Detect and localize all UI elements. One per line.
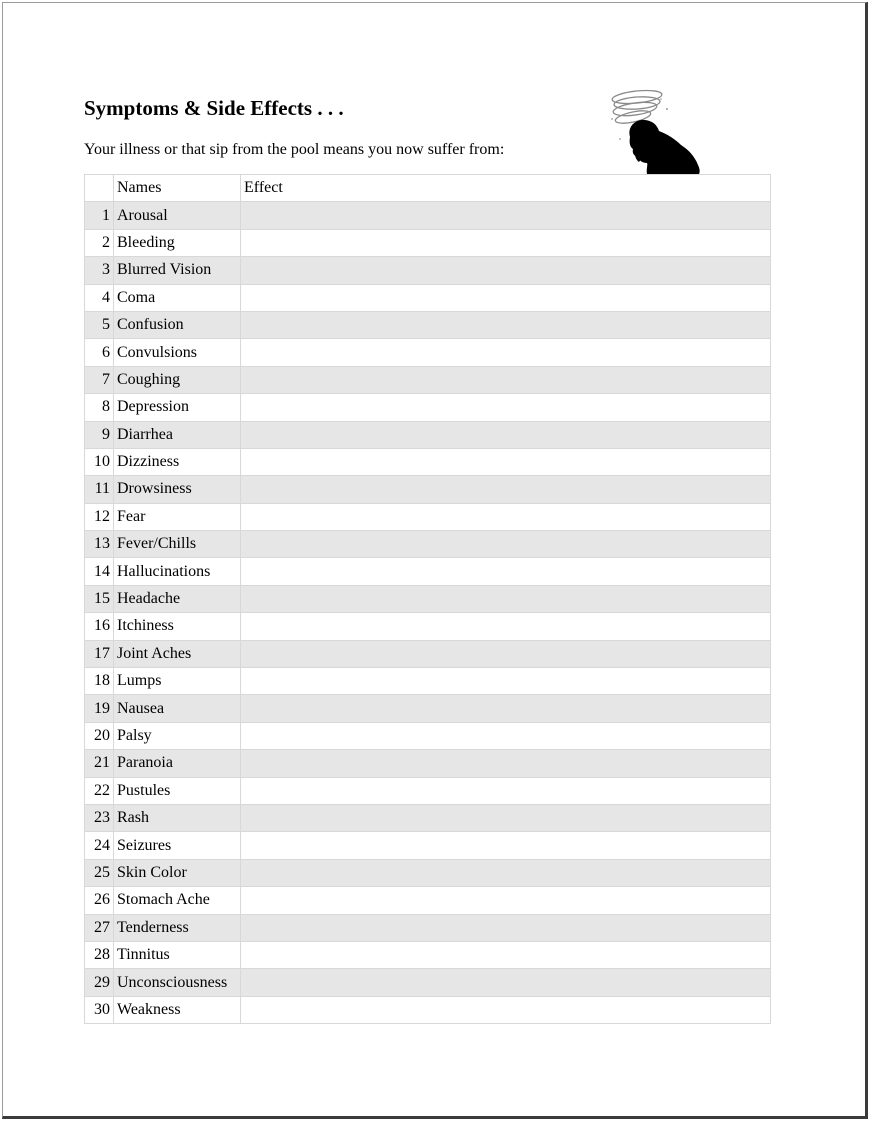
row-effect-cell <box>241 503 771 530</box>
row-num-cell: 29 <box>85 969 114 996</box>
row-name-cell: Arousal <box>114 202 241 229</box>
table-row <box>85 969 771 996</box>
row-effect-cell <box>241 366 771 393</box>
table-row <box>85 339 771 366</box>
row-num-cell: 5 <box>85 311 114 338</box>
row-effect-cell <box>241 668 771 695</box>
table-row <box>85 311 771 338</box>
row-name-cell: Tinnitus <box>114 941 241 968</box>
row-effect-cell <box>241 476 771 503</box>
row-num-cell: 7 <box>85 366 114 393</box>
row-name-cell: Pustules <box>114 777 241 804</box>
table-row <box>85 394 771 421</box>
table-row <box>85 695 771 722</box>
row-effect-cell <box>241 257 771 284</box>
row-effect-cell <box>241 695 771 722</box>
table-row <box>85 257 771 284</box>
page-title: Symptoms & Side Effects . . . <box>84 96 344 120</box>
row-effect-cell <box>241 969 771 996</box>
row-effect-cell <box>241 777 771 804</box>
row-name-cell: Itchiness <box>114 613 241 640</box>
figure-silhouette <box>629 120 699 174</box>
row-num-cell: 4 <box>85 284 114 311</box>
row-effect-cell <box>241 996 771 1023</box>
row-effect-cell <box>241 804 771 831</box>
row-num-cell: 12 <box>85 503 114 530</box>
row-num-cell: 21 <box>85 750 114 777</box>
row-name-cell: Depression <box>114 394 241 421</box>
row-effect-cell <box>241 914 771 941</box>
hunched-figure-illustration <box>603 87 703 175</box>
row-num-cell: 27 <box>85 914 114 941</box>
row-name-cell: Diarrhea <box>114 421 241 448</box>
row-name-cell: Skin Color <box>114 859 241 886</box>
row-name-cell: Tenderness <box>114 914 241 941</box>
row-num-cell: 23 <box>85 804 114 831</box>
table-row <box>85 558 771 585</box>
row-num-cell: 2 <box>85 229 114 256</box>
row-effect-cell <box>241 558 771 585</box>
table-row <box>85 777 771 804</box>
row-name-cell: Dizziness <box>114 448 241 475</box>
row-effect-cell <box>241 448 771 475</box>
row-effect-cell <box>241 284 771 311</box>
table-row <box>85 859 771 886</box>
table-row <box>85 832 771 859</box>
row-num-cell: 15 <box>85 585 114 612</box>
table-row <box>85 421 771 448</box>
row-effect-cell <box>241 941 771 968</box>
row-name-cell: Unconsciousness <box>114 969 241 996</box>
table-row <box>85 887 771 914</box>
row-num-cell: 17 <box>85 640 114 667</box>
table-row <box>85 284 771 311</box>
row-name-cell: Seizures <box>114 832 241 859</box>
row-effect-cell <box>241 394 771 421</box>
row-name-cell: Confusion <box>114 311 241 338</box>
row-effect-cell <box>241 832 771 859</box>
row-num-cell: 26 <box>85 887 114 914</box>
header-effect-cell: Effect <box>241 175 771 202</box>
row-effect-cell <box>241 421 771 448</box>
row-effect-cell <box>241 585 771 612</box>
row-num-cell: 18 <box>85 668 114 695</box>
table-row <box>85 914 771 941</box>
row-num-cell: 13 <box>85 531 114 558</box>
row-num-cell: 16 <box>85 613 114 640</box>
table-row <box>85 941 771 968</box>
row-name-cell: Hallucinations <box>114 558 241 585</box>
document-page <box>2 2 868 1119</box>
table-row <box>85 366 771 393</box>
row-name-cell: Stomach Ache <box>114 887 241 914</box>
table-row <box>85 804 771 831</box>
table-row <box>85 668 771 695</box>
table-row <box>85 476 771 503</box>
row-num-cell: 10 <box>85 448 114 475</box>
row-num-cell: 24 <box>85 832 114 859</box>
row-effect-cell <box>241 613 771 640</box>
symptoms-table <box>84 174 771 1024</box>
table-row <box>85 503 771 530</box>
header-names-cell: Names <box>114 175 241 202</box>
row-effect-cell <box>241 859 771 886</box>
row-num-cell: 6 <box>85 339 114 366</box>
table-row <box>85 202 771 229</box>
row-num-cell: 20 <box>85 722 114 749</box>
row-name-cell: Lumps <box>114 668 241 695</box>
row-num-cell: 8 <box>85 394 114 421</box>
row-effect-cell <box>241 722 771 749</box>
row-effect-cell <box>241 531 771 558</box>
page-subtitle: Your illness or that sip from the pool means you now suffer from: <box>84 141 505 158</box>
row-name-cell: Coma <box>114 284 241 311</box>
table-row <box>85 585 771 612</box>
row-name-cell: Paranoia <box>114 750 241 777</box>
row-name-cell: Drowsiness <box>114 476 241 503</box>
table-row <box>85 229 771 256</box>
row-effect-cell <box>241 311 771 338</box>
row-name-cell: Weakness <box>114 996 241 1023</box>
row-name-cell: Convulsions <box>114 339 241 366</box>
row-name-cell: Palsy <box>114 722 241 749</box>
row-effect-cell <box>241 750 771 777</box>
table-row <box>85 613 771 640</box>
header-num-cell <box>85 175 114 202</box>
row-num-cell: 3 <box>85 257 114 284</box>
row-name-cell: Coughing <box>114 366 241 393</box>
row-num-cell: 25 <box>85 859 114 886</box>
row-num-cell: 14 <box>85 558 114 585</box>
row-name-cell: Nausea <box>114 695 241 722</box>
table-row <box>85 531 771 558</box>
row-name-cell: Headache <box>114 585 241 612</box>
row-num-cell: 30 <box>85 996 114 1023</box>
row-name-cell: Fever/Chills <box>114 531 241 558</box>
row-effect-cell <box>241 229 771 256</box>
row-effect-cell <box>241 640 771 667</box>
row-num-cell: 22 <box>85 777 114 804</box>
table-row <box>85 448 771 475</box>
row-name-cell: Rash <box>114 804 241 831</box>
table-row <box>85 996 771 1023</box>
row-num-cell: 11 <box>85 476 114 503</box>
row-num-cell: 28 <box>85 941 114 968</box>
row-num-cell: 9 <box>85 421 114 448</box>
halo-icon <box>612 88 663 125</box>
table-row <box>85 640 771 667</box>
row-name-cell: Fear <box>114 503 241 530</box>
row-effect-cell <box>241 887 771 914</box>
table-row <box>85 722 771 749</box>
row-name-cell: Bleeding <box>114 229 241 256</box>
table-row <box>85 750 771 777</box>
row-effect-cell <box>241 339 771 366</box>
row-effect-cell <box>241 202 771 229</box>
row-num-cell: 1 <box>85 202 114 229</box>
row-name-cell: Joint Aches <box>114 640 241 667</box>
row-num-cell: 19 <box>85 695 114 722</box>
row-name-cell: Blurred Vision <box>114 257 241 284</box>
table-header-row <box>85 175 771 202</box>
